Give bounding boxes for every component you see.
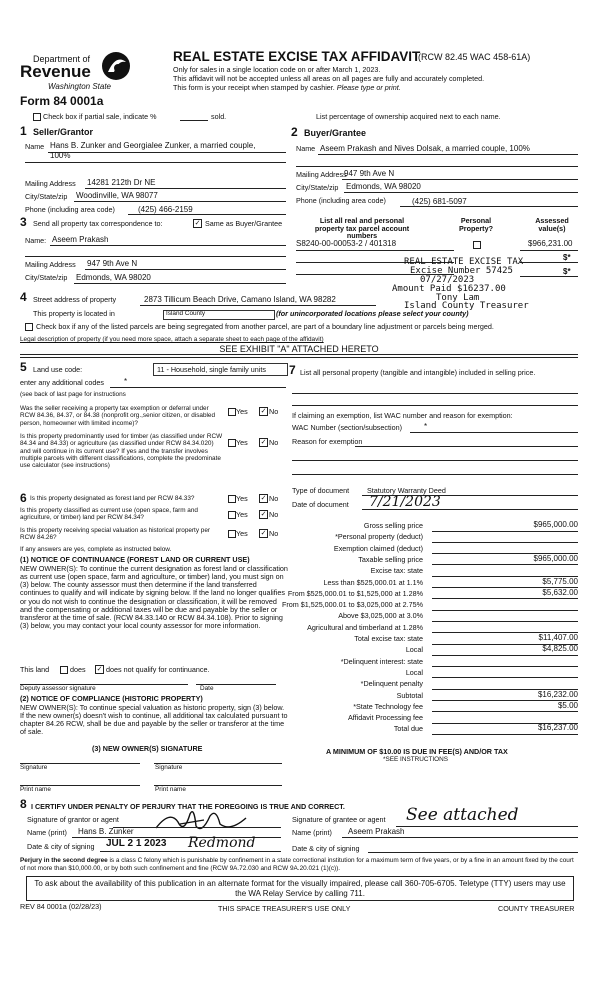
street-line xyxy=(140,305,376,306)
seller-num: 1 xyxy=(20,124,27,138)
personal-label: List all personal property (tangible and intangible) included in selling price. xyxy=(300,368,536,377)
tax-row-label: From $1,525,000.01 to $3,025,000 at 2.75% xyxy=(281,600,423,610)
owner-print-label-1: Print name xyxy=(20,786,51,793)
stamp-line2: Excise Number 57425 xyxy=(410,266,513,276)
personal-num: 7 xyxy=(289,363,296,377)
tax-row-value[interactable]: $5,775.00 xyxy=(542,576,578,586)
dept-line3: Washington State xyxy=(48,82,112,91)
buyer-name-line xyxy=(318,154,578,155)
seller-name-2[interactable]: 100% xyxy=(50,151,71,160)
stamp-line3: 07/27/2023 xyxy=(420,275,475,285)
forest-q1: Is this property designated as forest land per RCW 84.33? xyxy=(30,495,195,502)
grantor-sig-label: Signature of grantor or agent xyxy=(27,815,119,824)
reason-line-2 xyxy=(292,460,578,461)
page-title: REAL ESTATE EXCISE TAX AFFIDAVIT xyxy=(173,49,421,64)
seller-name-label: Name xyxy=(25,142,45,151)
seller-city-line xyxy=(74,201,286,202)
wac-line xyxy=(410,432,578,433)
tax-row-line xyxy=(432,734,578,735)
forest-note: If any answers are yes, complete as instructed below. xyxy=(20,546,172,553)
deputy-date-label: Date xyxy=(200,685,214,692)
tax-row-label: Local xyxy=(405,667,423,677)
grantee-sig-label: Signature of grantee or agent xyxy=(292,815,386,824)
forest-q3-no-checkbox[interactable]: ✓ xyxy=(260,530,267,537)
tax-row-label: Above $3,025,000 at 3.0% xyxy=(338,611,423,621)
parcel-number[interactable]: S8240-00-00053-2 / 401318 xyxy=(296,239,397,248)
dept-logo-text: Revenue xyxy=(20,62,91,81)
certify-num: 8 xyxy=(20,797,27,811)
buyer-city-line xyxy=(344,192,578,193)
q2-yes-checkbox[interactable] xyxy=(228,439,236,447)
tax-row-line xyxy=(432,564,578,565)
personal-line-1 xyxy=(292,393,578,394)
seller-name-line-2 xyxy=(25,162,286,163)
legal-description[interactable]: SEE EXHIBIT "A" ATTACHED HERETO xyxy=(20,345,578,355)
notice-compliance-text: NEW OWNER(S): To continue special valuation as historic property, sign (3) below. If the new owner(s) doesn't wish to continue, all additional tax calculated pursuant to chapter 84.26 RCW, shall be due and payable by the seller or transferor at the time of sale. xyxy=(20,703,288,737)
q1-no-checkbox[interactable]: ✓ xyxy=(260,408,267,415)
owner-sig-label-2: Signature xyxy=(155,764,183,771)
tax-row-line xyxy=(432,666,578,667)
corr-name[interactable]: Aseem Prakash xyxy=(52,235,109,244)
buyer-city[interactable]: Edmonds, WA 98020 xyxy=(346,182,421,191)
corr-name-line xyxy=(50,245,286,246)
corr-city-label: City/State/zip xyxy=(25,273,68,282)
wac-number[interactable]: * xyxy=(424,422,428,431)
grantor-date[interactable]: JUL 2 1 2023 xyxy=(106,838,167,849)
segregated-label: Check box if any of the listed parcels are being segregated from another parcel, are part of a boundary line adjustment or parcels being merged. xyxy=(36,322,494,331)
seller-mailing-line xyxy=(85,188,286,189)
assessed-2[interactable]: $* xyxy=(563,253,571,262)
parcels-col3: Assessed value(s) xyxy=(535,216,569,233)
tax-row-value[interactable]: $4,825.00 xyxy=(542,644,578,654)
land-does-not-label: does not qualify for continuance. xyxy=(106,665,210,674)
assessed-3[interactable]: $* xyxy=(563,267,571,276)
tax-row-label: *Personal property (deduct) xyxy=(335,532,423,542)
corr-name-label: Name: xyxy=(25,236,47,245)
tax-row-line xyxy=(432,610,578,611)
doc-date[interactable]: 7/21/2023 xyxy=(369,494,441,510)
stamp-line6: Island County Treasurer xyxy=(404,301,529,311)
landuse-select[interactable]: 11 - Household, single family units xyxy=(153,363,288,376)
grantor-date-label: Date & city of signing xyxy=(27,842,95,851)
notice-continuance-heading: (1) NOTICE OF CONTINUANCE (FOREST LAND OR CURRENT USE) xyxy=(20,555,250,564)
seller-city[interactable]: Woodinville, WA 98077 xyxy=(76,191,158,200)
forest-q2-no-checkbox[interactable]: ✓ xyxy=(260,511,267,518)
seller-phone-line xyxy=(128,214,286,215)
tax-row-label: Total due xyxy=(393,724,423,734)
additional-codes-line xyxy=(110,387,286,388)
buyer-phone-label: Phone (including area code) xyxy=(296,196,386,205)
doc-type[interactable]: Statutory Warranty Deed xyxy=(367,486,446,495)
notice-continuance-text: NEW OWNER(S): To continue the current designation as forest land or classification as current use (open space, farm and agriculture, or timber) land, you must sign on (3) below. The county assessor must then determine if the land transferred continues to qualify and will indicate by signing below. If the land no longer qualifies or you do not wish to continue the designation or classification, it will be removed and the compensating or additional taxes will be due and payable by the seller or transferor at the time of sale. (RCW 84.33.140 or RCW 84.34.108). Prior to signing (3) below, you may contact your local county assessor for more information. xyxy=(20,564,288,630)
this-land-label: This land xyxy=(20,665,50,674)
grantee-signature[interactable]: See attached xyxy=(406,805,519,825)
tax-row-line xyxy=(432,655,578,656)
tax-row-label: Total excise tax: state xyxy=(354,634,423,643)
correspondence-num: 3 xyxy=(20,215,27,229)
notice-3: This form is your receipt when stamped by cashier. Please type or print. xyxy=(173,83,401,92)
forest-q1-no: No xyxy=(269,494,279,503)
deputy-label: Deputy assessor signature xyxy=(20,685,96,692)
personal-property-checkbox[interactable] xyxy=(473,241,481,249)
land-does-checkbox[interactable] xyxy=(60,666,68,674)
corr-city-line xyxy=(74,283,286,284)
reason-line-1 xyxy=(355,446,578,447)
stamp-line4: Amount Paid $16237.00 xyxy=(392,284,506,294)
new-owner-signature-heading: (3) NEW OWNER(S) SIGNATURE xyxy=(92,744,203,753)
buyer-phone-line xyxy=(400,206,578,207)
land-does-not-checkbox[interactable]: ✓ xyxy=(96,666,103,673)
county-select[interactable]: Island County xyxy=(163,310,275,320)
forest-q2-yes: Yes xyxy=(236,510,248,519)
forest-q2: Is this property classified as current use (open space, farm and agriculture, or timber) land per RCW 84.34? xyxy=(20,507,198,522)
footer-rev: REV 84 0001a (02/28/23) xyxy=(20,902,102,911)
buyer-mailing[interactable]: 947 9th Ave N xyxy=(344,169,395,178)
timber-question: Is this property predominantly used for timber (as classified under RCW 84.34 and 84.33) or agriculture (as classified under RCW 84.34.020) and will continue in its current use? If yes and the transfer involves multiple parcels with different classifications, complete the predominate use calculator (see instructions) xyxy=(20,433,223,470)
landuse-label: Land use code: xyxy=(33,365,83,374)
doc-date-label: Date of document xyxy=(292,500,349,509)
same-as-buyer-label: Same as Buyer/Grantee xyxy=(205,219,283,228)
tax-row-value[interactable]: $16,232.00 xyxy=(537,689,578,699)
forest-q3-yes-checkbox[interactable] xyxy=(228,530,236,538)
title-ref: (RCW 82.45 WAC 458-61A) xyxy=(418,52,531,62)
additional-codes-label: enter any additional codes xyxy=(20,378,104,387)
minimum-due: A MINIMUM OF $10.00 IS DUE IN FEE(S) AND/OR TAX xyxy=(326,747,508,756)
corr-mailing-line xyxy=(85,269,286,270)
assessed-value[interactable]: $966,231.00 xyxy=(528,239,573,248)
q1-no-label: No xyxy=(269,407,279,416)
notice-1: Only for sales in a single location code on or after March 1, 2023. xyxy=(173,65,381,74)
tax-row-value[interactable]: $11,407.00 xyxy=(538,633,578,642)
corr-name-line-2 xyxy=(25,256,286,257)
buyer-city-label: City/State/zip xyxy=(296,183,339,192)
forest-q2-no: No xyxy=(269,510,279,519)
perjury-text: Perjury in the second degree is a class C felony which is punishable by confinement in a state correctional institution for a maximum term of five years, or by a fine in an amount fixed by the court of not more than $10,000.00, or by both such confinement and fine (RCW 9A.72.030 and RCW 9A.20.021 (1)(c)). xyxy=(20,857,574,872)
seller-mailing-label: Mailing Address xyxy=(25,179,76,188)
grantor-name[interactable]: Hans B. Zunker xyxy=(78,827,134,836)
tax-row-line xyxy=(432,531,578,532)
footer-county: COUNTY TREASURER xyxy=(498,904,575,913)
assessed-line-1 xyxy=(520,250,578,251)
form-number: Form 84 0001a xyxy=(20,94,104,108)
landuse-num: 5 xyxy=(20,360,27,374)
parcel-line-1 xyxy=(296,250,454,251)
partial-sale-checkbox[interactable] xyxy=(33,113,41,121)
grantor-sig-line xyxy=(113,827,281,828)
exemption-label: If claiming an exemption, list WAC number and reason for exemption: xyxy=(292,411,513,420)
tax-row-line xyxy=(432,542,578,543)
forest-q1-yes-checkbox[interactable] xyxy=(228,495,236,503)
owner-print-label-2: Print name xyxy=(155,786,186,793)
certify-heading: I CERTIFY UNDER PENALTY OF PERJURY THAT THE FOREGOING IS TRUE AND CORRECT. xyxy=(31,802,345,811)
q1-yes-checkbox[interactable] xyxy=(228,408,236,416)
parcels-col1: List all real and personal property tax parcel account numbers xyxy=(314,216,410,241)
personal-line-2 xyxy=(292,405,578,406)
reason-line-3 xyxy=(292,474,578,475)
grantor-date-line xyxy=(100,851,281,852)
tax-row-label: *Delinquent penalty xyxy=(360,679,423,689)
forest-q3-yes: Yes xyxy=(236,529,248,538)
property-num: 4 xyxy=(20,290,27,304)
tax-row-line xyxy=(432,677,578,678)
correspondence-label: Send all property tax correspondence to: xyxy=(33,219,163,228)
tax-row-value[interactable]: $16,237.00 xyxy=(537,723,578,733)
seller-name[interactable]: Hans B. Zunker and Georgialee Zunker, a married couple, xyxy=(50,141,256,150)
located-note: (for unincorporated locations please select your county) xyxy=(276,309,469,318)
buyer-name-label: Name xyxy=(296,144,316,153)
q2-no-checkbox[interactable]: ✓ xyxy=(260,439,267,446)
forest-num: 6 xyxy=(20,491,27,505)
grantee-date-line xyxy=(368,852,578,853)
buyer-name-line-2 xyxy=(296,166,578,167)
street-label: Street address of property xyxy=(33,295,117,304)
parcels-col2: Personal Property? xyxy=(459,216,493,233)
forest-q3: Is this property receiving special valuation as historical property per RCW 84.26? xyxy=(20,527,211,542)
grantor-signature-icon[interactable] xyxy=(150,804,260,838)
accessibility-notice: To ask about the availability of this publication in an alternate format for the visually impaired, please call 360-705-6705. Teletype (TTY) users may use the WA Relay Service by calling 711. xyxy=(26,876,574,901)
grantor-name-label: Name (print) xyxy=(27,828,67,837)
buyer-phone[interactable]: (425) 681-5097 xyxy=(412,197,467,206)
q1-yes-label: Yes xyxy=(236,407,248,416)
owner-sig-label-1: Signature xyxy=(20,764,48,771)
corr-city[interactable]: Edmonds, WA 98020 xyxy=(76,273,151,282)
tax-row-label: Subtotal xyxy=(396,690,423,700)
q2-yes-label: Yes xyxy=(236,438,248,447)
seller-mailing[interactable]: 14281 212th Dr NE xyxy=(87,178,156,187)
grantor-city[interactable]: Redmond xyxy=(188,835,256,851)
grantee-name-line xyxy=(342,837,578,838)
tax-row-value[interactable]: $965,000.00 xyxy=(533,520,578,529)
notice-compliance-heading: (2) NOTICE OF COMPLIANCE (HISTORIC PROPERTY) xyxy=(20,694,203,703)
stamp-line5: Tony Lam xyxy=(436,293,480,303)
forest-q2-yes-checkbox[interactable] xyxy=(228,511,236,519)
forest-q1-yes: Yes xyxy=(236,494,248,503)
located-label: This property is located in xyxy=(33,309,115,318)
buyer-num: 2 xyxy=(291,125,298,139)
tax-row-label: *Delinquent interest: state xyxy=(340,656,423,666)
legal-line-2 xyxy=(20,357,578,358)
forest-q1-no-checkbox[interactable]: ✓ xyxy=(260,495,267,502)
same-as-buyer-checkbox[interactable]: ✓ xyxy=(194,220,201,227)
tax-row-label: Agricultural and timberland at 1.28% xyxy=(307,622,423,632)
dor-logo-icon xyxy=(100,50,132,82)
reason-label: Reason for exemption xyxy=(292,437,363,446)
partial-percent-line xyxy=(180,120,208,121)
tax-row-value[interactable]: $5,632.00 xyxy=(542,587,578,597)
seller-phone-label: Phone (including area code) xyxy=(25,205,115,214)
tax-row-label: From $525,000.01 to $1,525,000 at 1.28% xyxy=(287,588,423,598)
buyer-mailing-label: Mailing Address xyxy=(296,170,347,179)
tax-row-label: Gross selling price xyxy=(363,521,423,530)
see-back: (see back of last page for instructions xyxy=(20,391,126,398)
tax-row-line xyxy=(432,598,578,599)
tax-row-label: Excise tax: state xyxy=(370,566,423,576)
tax-row-line xyxy=(432,621,578,622)
tax-row-label: Exemption claimed (deduct) xyxy=(333,543,423,553)
seller-city-label: City/State/zip xyxy=(25,192,68,201)
tax-row-label: *State Technology fee xyxy=(353,701,423,711)
corr-mailing-label: Mailing Address xyxy=(25,260,76,269)
tax-row-label: Local xyxy=(405,645,423,655)
partial-sold: sold. xyxy=(211,112,227,121)
seller-heading: Seller/Grantor xyxy=(33,127,94,137)
buyer-mailing-line xyxy=(342,179,578,180)
grantee-name[interactable]: Aseem Prakash xyxy=(348,827,405,836)
assessed-line-3 xyxy=(520,276,578,277)
exemption-question: Was the seller receiving a property tax exemption or deferral under RCW 84.36, 84.37, or 84.38 (nonprofit org.,senior citizen, or disabled person, homeowner with limited income)? xyxy=(20,405,216,427)
stamp-line1: REAL ESTATE EXCISE TAX xyxy=(404,257,524,267)
segregated-checkbox[interactable] xyxy=(25,323,33,331)
footer-space: THIS SPACE TREASURER'S USE ONLY xyxy=(218,904,351,913)
tax-row-label: Less than $525,000.01 at 1.1% xyxy=(323,577,423,587)
grantee-sig-line xyxy=(396,826,578,827)
tax-row-value[interactable]: $5.00 xyxy=(557,700,578,710)
ownership-note: List percentage of ownership acquired next to each name. xyxy=(316,112,501,121)
tax-row-label: Affidavit Processing fee xyxy=(348,713,423,723)
seller-phone[interactable]: (425) 466-2159 xyxy=(138,205,193,214)
tax-row-label: Taxable selling price xyxy=(358,554,423,564)
q2-no-label: No xyxy=(269,438,279,447)
doc-date-line xyxy=(362,509,578,510)
additional-codes[interactable]: * xyxy=(124,377,128,386)
partial-sale-label: Check box if partial sale, indicate % xyxy=(43,112,157,121)
assessed-line-2 xyxy=(520,262,578,263)
buyer-heading: Buyer/Grantee xyxy=(304,128,367,138)
land-does-label: does xyxy=(70,665,86,674)
street-address[interactable]: 2873 Tillicum Beach Drive, Camano Island, WA 98282 xyxy=(144,295,336,304)
corr-mailing[interactable]: 947 9th Ave N xyxy=(87,259,138,268)
dept-line1: Department of xyxy=(33,54,91,64)
forest-q3-no: No xyxy=(269,529,279,538)
tax-row-line xyxy=(432,711,578,712)
notice-2: This affidavit will not be accepted unless all areas on all pages are fully and accurately completed. xyxy=(173,74,485,83)
buyer-name[interactable]: Aseem Prakash and Nives Dolsak, a married couple, 100% xyxy=(320,144,530,153)
grantee-date-label: Date & city of signing xyxy=(292,844,360,853)
wac-label: WAC Number (section/subsection) xyxy=(292,423,402,432)
tax-row-value[interactable]: $965,000.00 xyxy=(533,553,578,563)
legal-label: Legal description of property (if you need more space, attach a separate sheet to each page of the affidavit) xyxy=(20,336,324,343)
see-instructions: *SEE INSTRUCTIONS xyxy=(383,756,448,763)
seller-name-line xyxy=(48,152,286,153)
grantee-name-label: Name (print) xyxy=(292,828,332,837)
doc-type-label: Type of document xyxy=(292,486,350,495)
